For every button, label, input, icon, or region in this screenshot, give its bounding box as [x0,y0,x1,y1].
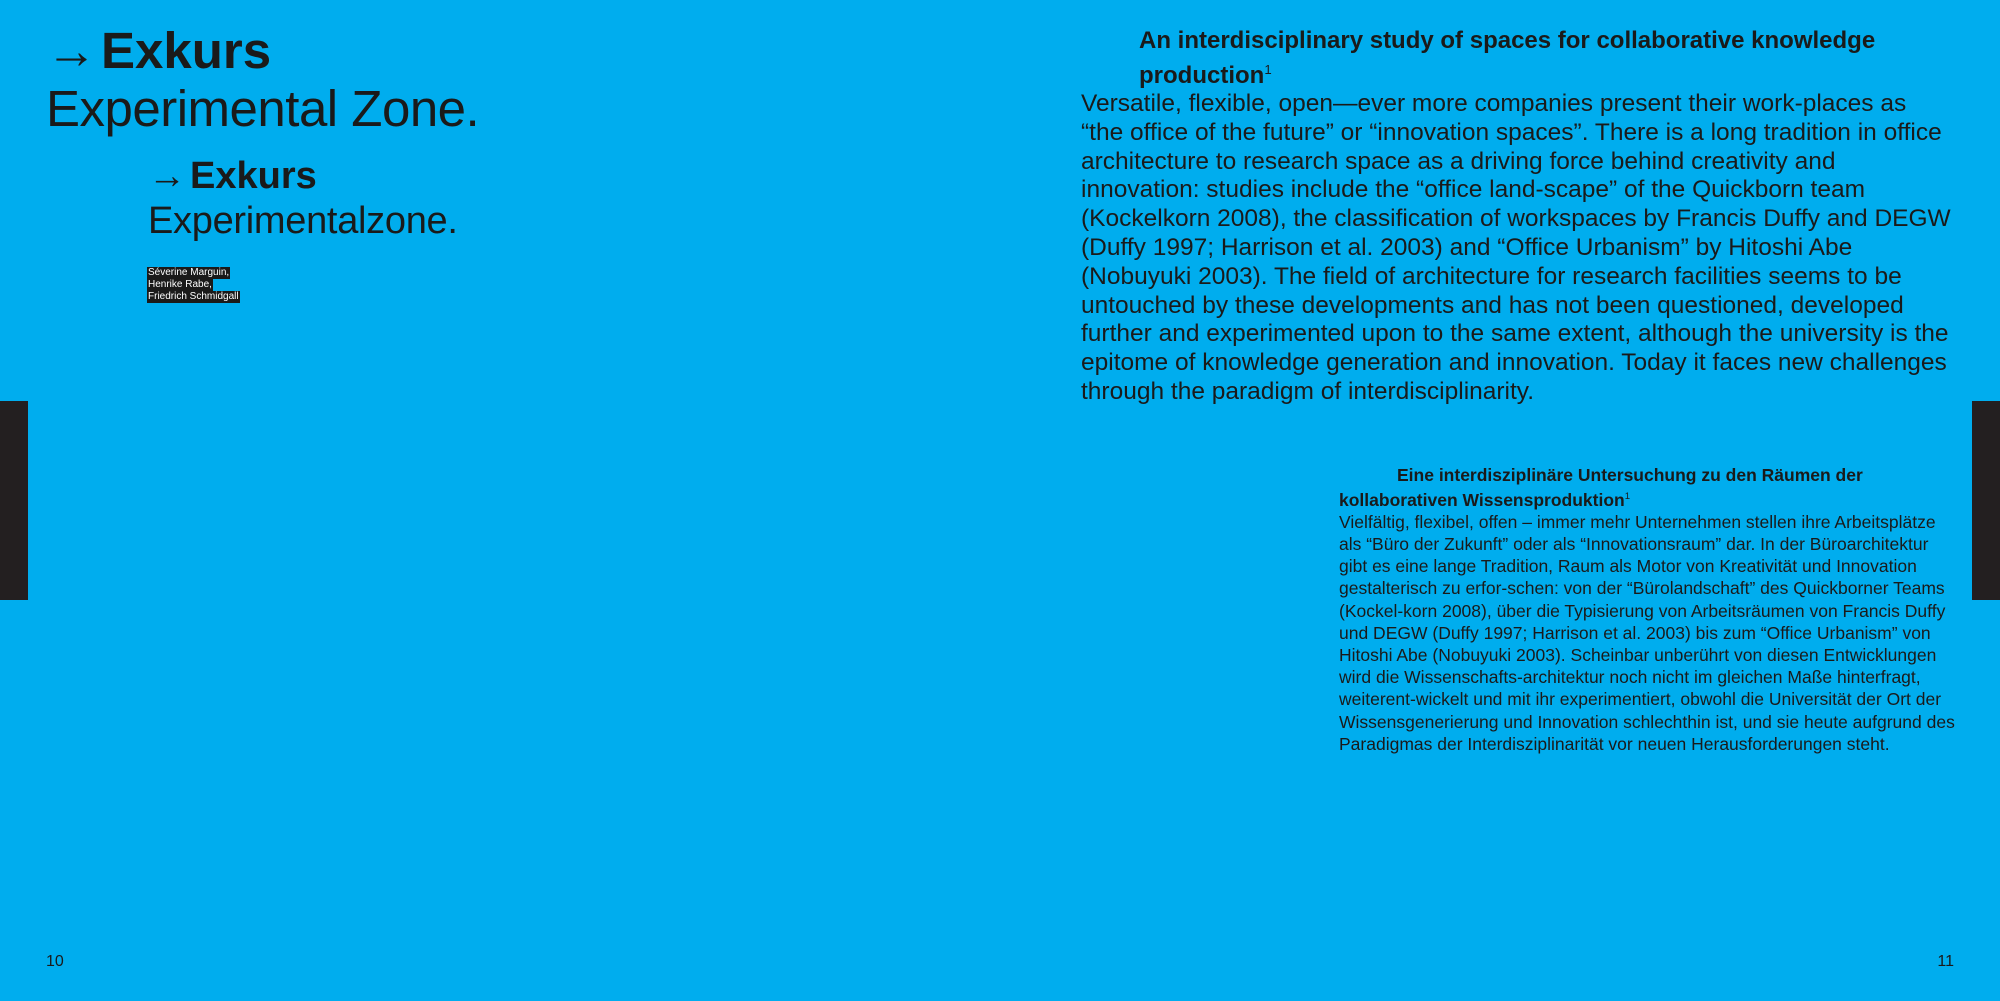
german-subhead [1339,464,1959,511]
arrow-right-icon: → [148,155,186,197]
author-name: Friedrich Schmidgall [148,291,239,302]
author-name: Henrike Rabe, [148,279,212,290]
right-edge-tab [1972,401,2000,600]
english-kicker-text: Exkurs [101,22,272,79]
footnote-marker: 1 [1624,491,1631,502]
english-subhead-text: An interdisciplinary study of spaces for collaborative knowledge production [1139,27,1876,89]
english-kicker [46,22,479,80]
german-heading [148,154,458,244]
page-number-left: 10 [46,953,64,970]
english-body: Versatile, flexible, open—ever more companies present their work-places as “the office of the future” or “innovation spaces”. There is a long tradition in office architecture to research space as a driving force behind creativity and innovation: studies include the “office land-scape” of the Quickborn team (Kockelkorn 2008), the classification of workspaces by Francis Duffy and DEGW (Duffy 1997; Harrison et al. 2003) and “Office Urbanism” by Hitoshi Abe (Nobuyuki 2003). The field of architecture for research facilities seems to be untouched by these developments and has not been questioned, developed further and experimented upon to the same extent, although the university is the epitome of knowledge generation and innovation. Today it faces new challenges through the paradigm of interdisciplinarity. [1081,90,1951,405]
arrow-right-icon: → [46,22,97,79]
german-body: Vielfältig, flexibel, offen – immer mehr Unternehmen stellen ihre Arbeitsplätze als “Büro der Zukunft” oder als “Innovationsraum” dar. In der Büroarchitektur gibt es eine lange Tradition, Raum als Motor von Kreativität und Innovation gestalterisch zu erfor-schen: von der “Bürolandschaft” des Quickborner Teams (Kockel-korn 2008), über die Typisierung von Arbeitsräumen von Francis Duffy und DEGW (Duffy 1997; Harrison et al. 2003) bis zum “Office Urbanism” von Hitoshi Abe (Nobuyuki 2003). Scheinbar unberührt von diesen Entwicklungen wird die Wissenschafts-architektur noch nicht im gleichen Maße hinterfragt, weiterent-wickelt und mit ihr experimentiert, obwohl die Universität der Ort der Wissensgenerierung und Innovation schlechthin ist, und sie heute aufgrund des Paradigmas der Interdisziplinarität vor neuen Herausforderungen steht. [1339,511,1955,754]
german-kicker [148,154,458,199]
english-title: Experimental Zone. [46,80,480,137]
english-text-block [1081,26,1951,407]
english-heading [46,22,479,138]
german-subhead-text: Eine interdisziplinäre Untersuchung zu den Räumen der kollaborativen Wissensproduktion [1339,465,1863,510]
footnote-marker: 1 [1264,62,1272,77]
author-list [147,267,240,303]
left-edge-tab [0,401,28,600]
page-number-right: 11 [1937,953,1954,970]
author-name: Séverine Marguin, [148,267,230,278]
german-text-block [1339,464,1959,755]
german-kicker-text: Exkurs [190,155,317,197]
english-subhead [1139,26,1951,90]
german-title: Experimentalzone. [148,200,458,242]
